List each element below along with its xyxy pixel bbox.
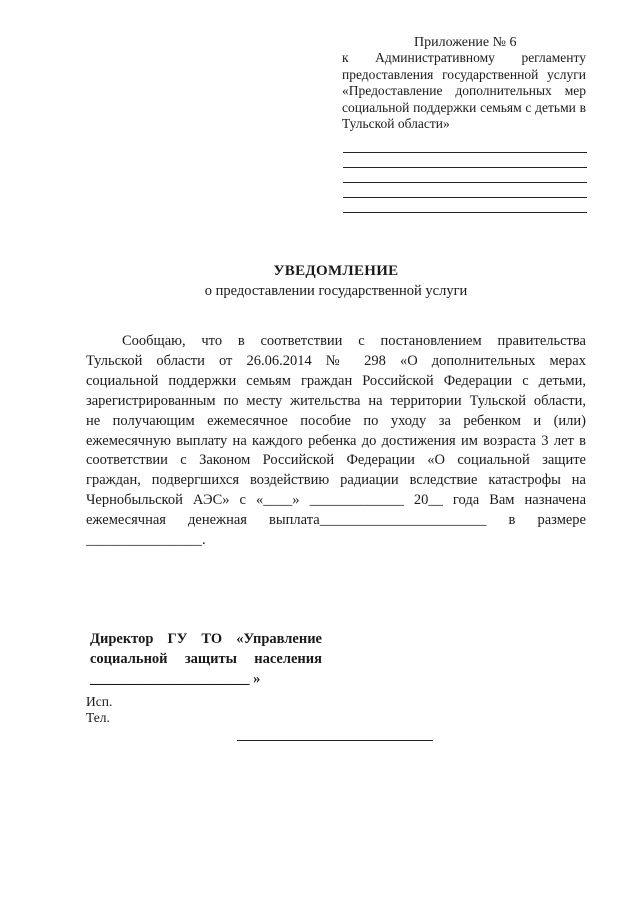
signature-block xyxy=(90,629,322,689)
notice-subtitle: о предоставлении государственной услуги xyxy=(204,283,468,299)
recipient-line xyxy=(343,182,587,183)
bottom-rule xyxy=(237,740,433,741)
recipient-line xyxy=(343,152,587,153)
body-line: граждан, подвергшихся воздействию радиации вследствие катастрофы на xyxy=(86,472,586,489)
body-line: Тульской области от 26.06.2014 № 298 «О дополнительных мерах xyxy=(86,352,586,369)
appendix-line: социальной поддержки семьям с детьми в xyxy=(342,99,586,115)
recipient-line xyxy=(343,167,587,168)
body-line: зарегистрированным по месту жительства на территории Тульской области, xyxy=(86,392,586,409)
notice-body xyxy=(86,332,586,551)
phone-label: Тел. xyxy=(86,710,110,725)
body-line: соответствии с Законом Российской Федерации «О социальной защите xyxy=(86,452,586,469)
appendix-title: Приложение № 6 xyxy=(414,35,517,50)
appendix-reference xyxy=(342,50,586,133)
body-line: ________________. xyxy=(86,532,206,549)
appendix-line: к Административному регламенту xyxy=(342,50,586,65)
appendix-line: Тульской области» xyxy=(342,116,450,131)
body-line: социальной поддержки семьям граждан Российской Федерации с детьми, xyxy=(86,372,586,389)
appendix-line: предоставления государственной услуги xyxy=(342,66,586,82)
recipient-line xyxy=(343,212,587,213)
signature-line: ______________________ » xyxy=(90,671,261,687)
body-line: Чернобыльской АЭС» с «____» _____________ 20__ года Вам назначена xyxy=(86,492,586,509)
notice-title: УВЕДОМЛЕНИЕ xyxy=(273,263,399,279)
signature-line: социальной защиты населения xyxy=(90,651,322,667)
executor-label: Исп. xyxy=(86,694,113,709)
signature-line: Директор ГУ ТО «Управление xyxy=(90,631,322,647)
body-line: ежемесячная денежная выплата_______________________ в размере xyxy=(86,512,586,529)
recipient-line xyxy=(343,197,587,198)
body-line: не получающим ежемесячное пособие по уходу за ребенком и (или) xyxy=(86,412,586,429)
body-line: ежемесячную выплату на каждого ребенка до достижения им возраста 3 лет в xyxy=(86,432,586,449)
body-line: Сообщаю, что в соответствии с постановлением правительства xyxy=(122,333,586,349)
appendix-line: «Предоставление дополнительных мер xyxy=(342,83,586,98)
